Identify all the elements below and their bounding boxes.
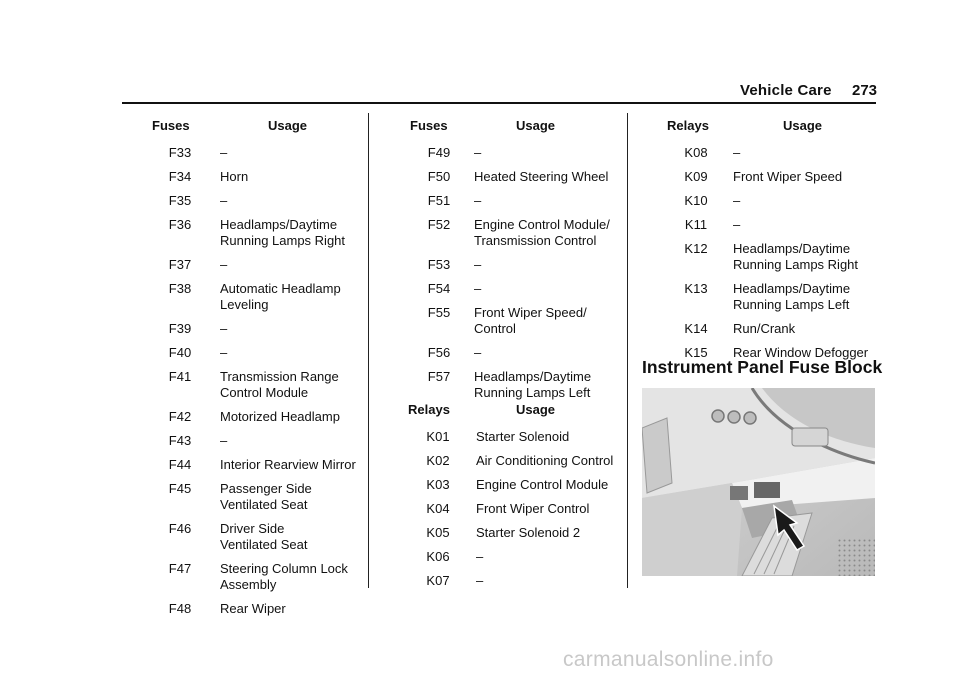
row-id: F39 — [168, 321, 192, 336]
table-row — [408, 453, 613, 477]
row-usage: – — [733, 217, 741, 232]
section-heading: Instrument Panel Fuse Block — [642, 357, 883, 377]
page-number: 273 — [852, 82, 878, 99]
table-row — [148, 169, 356, 193]
row-usage: Starter Solenoid 2 — [476, 525, 581, 540]
table-row — [148, 481, 356, 521]
row-id: K12 — [684, 241, 708, 256]
row-id: F57 — [427, 369, 451, 384]
row-usage: – — [474, 145, 482, 160]
row-id: K07 — [426, 573, 450, 588]
row-id: F43 — [168, 433, 192, 448]
row-id: F45 — [168, 481, 192, 496]
table-row — [148, 601, 356, 625]
table-row — [410, 257, 610, 281]
table-row — [408, 549, 613, 573]
row-usage: Rear Window Defogger — [733, 345, 869, 360]
table-row — [410, 169, 610, 193]
row-id: F37 — [168, 257, 192, 272]
row-usage: – — [476, 573, 484, 588]
row-usage: Rear Wiper — [220, 601, 286, 616]
row-usage: – — [220, 145, 228, 160]
column-divider-1 — [368, 113, 369, 588]
row-id: F46 — [168, 521, 192, 536]
row-usage: Front Wiper Speed/ Control — [474, 305, 587, 336]
table-row — [148, 561, 356, 601]
row-id: F35 — [168, 193, 192, 208]
table-row — [667, 145, 868, 169]
row-usage: – — [474, 345, 482, 360]
header-section-title: Vehicle Care — [740, 82, 832, 99]
row-id: F48 — [168, 601, 192, 616]
row-id: F40 — [168, 345, 192, 360]
row-usage: – — [474, 257, 482, 272]
col-header-id: Relays — [667, 118, 709, 133]
row-id: F36 — [168, 217, 192, 232]
table-row — [408, 501, 613, 525]
row-id: K15 — [684, 345, 708, 360]
col-header-id: Fuses — [152, 118, 190, 133]
row-usage: Driver Side Ventilated Seat — [220, 521, 308, 552]
row-usage: Headlamps/Daytime Running Lamps Left — [733, 281, 851, 312]
row-id: F55 — [427, 305, 451, 320]
row-usage: Horn — [220, 169, 249, 184]
table-row — [148, 145, 356, 169]
row-usage: – — [220, 257, 228, 272]
row-id: F52 — [427, 217, 451, 232]
row-usage: Starter Solenoid — [476, 429, 570, 444]
row-id: F51 — [427, 193, 451, 208]
relay-table-1 — [408, 402, 613, 597]
row-usage: – — [733, 193, 741, 208]
row-id: F53 — [427, 257, 451, 272]
row-id: K03 — [426, 477, 450, 492]
col-header-usage: Usage — [268, 118, 308, 133]
fuse-table-2 — [410, 118, 610, 409]
row-id: K14 — [684, 321, 708, 336]
table-row — [408, 573, 613, 597]
col-header-id: Fuses — [410, 118, 448, 133]
table-row — [410, 281, 610, 305]
table-row — [667, 321, 868, 345]
row-id: F50 — [427, 169, 451, 184]
row-usage: Headlamps/Daytime Running Lamps Right — [220, 217, 346, 248]
row-usage: Run/Crank — [733, 321, 796, 336]
table-row — [148, 281, 356, 321]
table-row — [148, 257, 356, 281]
table-row — [148, 345, 356, 369]
row-id: F42 — [168, 409, 192, 424]
row-id: F33 — [168, 145, 192, 160]
row-usage: Automatic Headlamp Leveling — [220, 281, 341, 312]
table-row — [410, 305, 610, 345]
col-header-usage: Usage — [516, 118, 556, 133]
header-divider — [122, 102, 876, 104]
table-row — [148, 369, 356, 409]
row-id: F56 — [427, 345, 451, 360]
row-id: F47 — [168, 561, 192, 576]
row-id: F38 — [168, 281, 192, 296]
table-row — [148, 433, 356, 457]
watermark: carmanualsonline.info — [563, 648, 774, 671]
row-id: K08 — [684, 145, 708, 160]
row-id: F54 — [427, 281, 451, 296]
row-usage: – — [474, 193, 482, 208]
table-row — [667, 217, 868, 241]
table-row — [148, 521, 356, 561]
row-id: K06 — [426, 549, 450, 564]
row-usage: Transmission Range Control Module — [220, 369, 339, 400]
col-header-id: Relays — [408, 402, 450, 417]
row-usage: Front Wiper Speed — [733, 169, 843, 184]
fuse-block-location-photo — [642, 388, 875, 576]
table-row — [667, 241, 868, 281]
row-usage: Headlamps/Daytime Running Lamps Left — [474, 369, 592, 400]
col-header-usage: Usage — [516, 402, 556, 417]
table-row — [148, 457, 356, 481]
table-row — [410, 345, 610, 369]
row-id: F41 — [168, 369, 192, 384]
row-id: K01 — [426, 429, 450, 444]
row-usage: Motorized Headlamp — [220, 409, 340, 424]
row-usage: Engine Control Module/ Transmission Control — [474, 217, 610, 248]
row-usage: Steering Column Lock Assembly — [220, 561, 348, 592]
table-row — [408, 429, 613, 453]
row-id: K04 — [426, 501, 450, 516]
row-id: K02 — [426, 453, 450, 468]
column-divider-2 — [627, 113, 628, 588]
row-usage: Headlamps/Daytime Running Lamps Right — [733, 241, 859, 272]
row-usage: Front Wiper Control — [476, 501, 590, 516]
table-row — [410, 217, 610, 257]
row-usage: – — [220, 193, 228, 208]
fuse-table-1 — [148, 118, 356, 625]
table-row — [410, 193, 610, 217]
row-usage: Passenger Side Ventilated Seat — [220, 481, 312, 512]
row-usage: Interior Rearview Mirror — [220, 457, 356, 472]
table-row — [667, 169, 868, 193]
row-id: K09 — [684, 169, 708, 184]
row-id: F34 — [168, 169, 192, 184]
row-id: K05 — [426, 525, 450, 540]
row-id: F44 — [168, 457, 192, 472]
row-id: F49 — [427, 145, 451, 160]
row-usage: Engine Control Module — [476, 477, 609, 492]
table-row — [148, 321, 356, 345]
row-usage: – — [474, 281, 482, 296]
row-id: K10 — [684, 193, 708, 208]
row-usage: – — [733, 145, 741, 160]
table-row — [148, 217, 356, 257]
row-usage: – — [476, 549, 484, 564]
table-row — [408, 525, 613, 549]
row-usage: – — [220, 321, 228, 336]
row-id: K13 — [684, 281, 708, 296]
col-header-usage: Usage — [783, 118, 823, 133]
table-row — [408, 477, 613, 501]
table-row — [667, 281, 868, 321]
relay-table-2 — [667, 118, 868, 369]
table-row — [148, 193, 356, 217]
row-id: K11 — [684, 217, 708, 232]
table-row — [148, 409, 356, 433]
row-usage: Heated Steering Wheel — [474, 169, 609, 184]
table-row — [410, 145, 610, 169]
row-usage: – — [220, 345, 228, 360]
row-usage: Air Conditioning Control — [476, 453, 614, 468]
row-usage: – — [220, 433, 228, 448]
table-row — [667, 193, 868, 217]
